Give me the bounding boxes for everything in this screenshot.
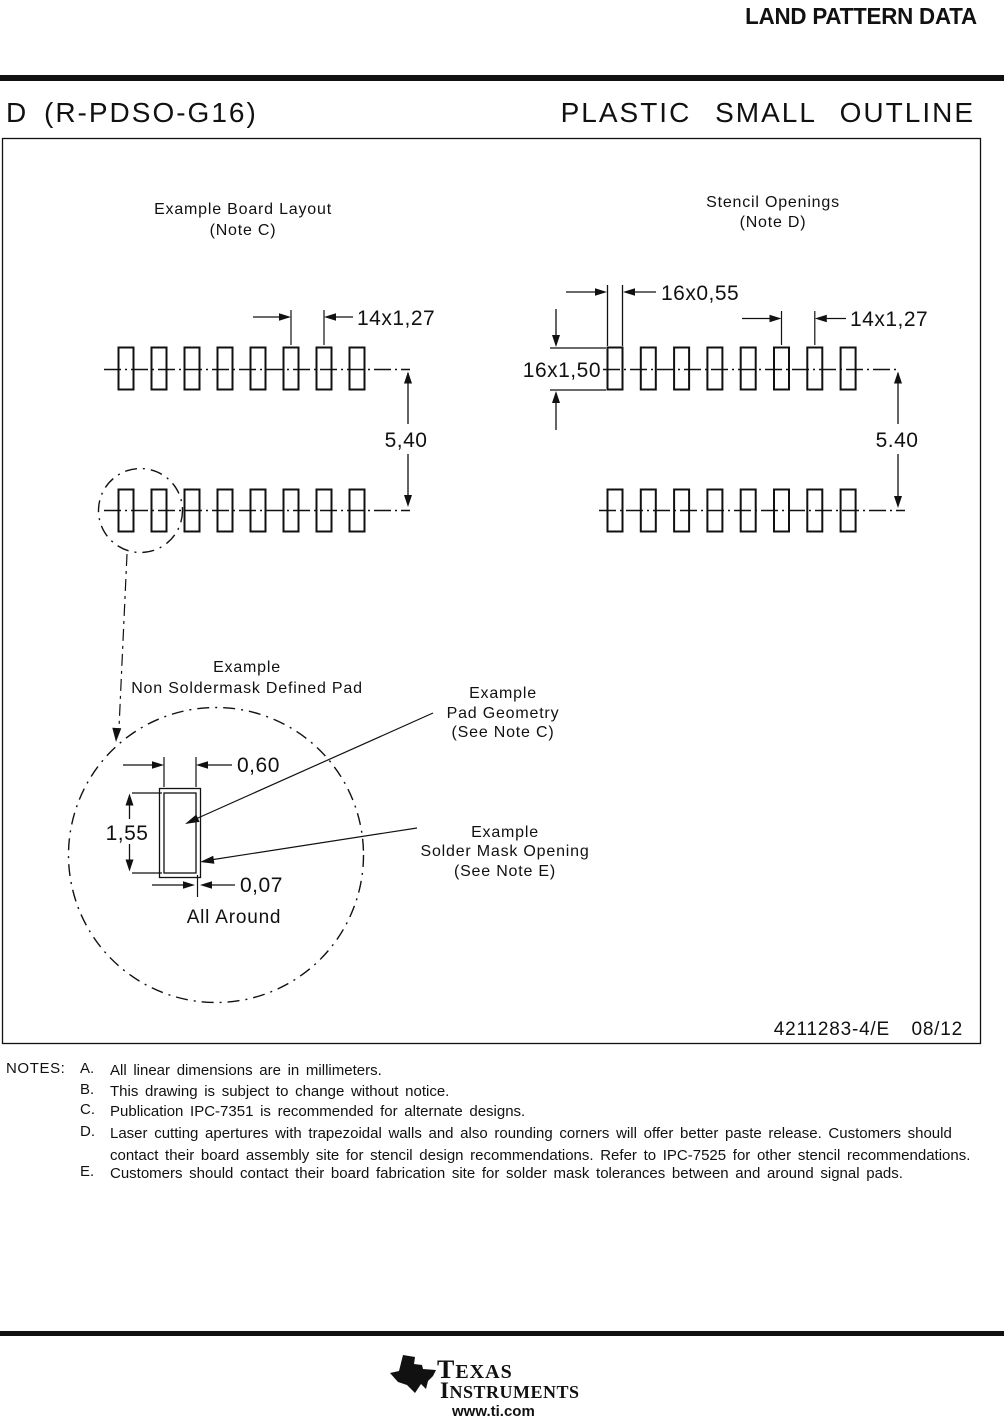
pad bbox=[641, 348, 656, 390]
arrowhead-down-icon bbox=[552, 335, 560, 347]
texas-instruments-logo bbox=[390, 1353, 610, 1421]
ti-texas-state-icon bbox=[390, 1354, 436, 1394]
arrowhead-up-icon bbox=[552, 391, 560, 403]
arrowhead-right-icon bbox=[279, 313, 291, 321]
arrowhead-down-icon bbox=[126, 860, 134, 872]
pad-geometry-rect bbox=[164, 793, 196, 873]
pad bbox=[350, 348, 365, 390]
extension-lines bbox=[164, 757, 196, 787]
pad bbox=[317, 348, 332, 390]
row-spacing-value: 5.40 bbox=[875, 429, 919, 452]
pad-geometry-label: Pad Geometry bbox=[446, 705, 560, 722]
pad-height-dimension bbox=[106, 793, 162, 873]
all-around-label: All Around bbox=[186, 907, 282, 928]
detail-title: Example bbox=[213, 659, 281, 676]
pad bbox=[152, 348, 167, 390]
board-layout-title: Example Board Layout bbox=[154, 201, 332, 218]
pad bbox=[674, 348, 689, 390]
pad bbox=[707, 348, 722, 390]
arrowhead-up-icon bbox=[894, 372, 902, 384]
pitch-dimension bbox=[742, 308, 928, 345]
package-code: D (R-PDSO-G16) bbox=[6, 97, 258, 128]
opening-height-dimension bbox=[523, 309, 606, 430]
detail-subtitle: Non Soldermask Defined Pad bbox=[131, 680, 363, 697]
note-text: Customers should contact their board fabrication site for solder mask tolerances between and around signal pads. bbox=[110, 1165, 903, 1182]
pad-geometry-label: Example bbox=[469, 685, 537, 702]
pad bbox=[741, 348, 756, 390]
pad-geometry-label: (See Note C) bbox=[451, 724, 555, 741]
pad bbox=[251, 348, 266, 390]
pad-width-dimension bbox=[123, 754, 280, 787]
doc-date: 08/12 bbox=[911, 1019, 963, 1040]
arrowhead-icon bbox=[200, 856, 214, 864]
detail-leader-line bbox=[119, 554, 127, 728]
arrowhead-left-icon bbox=[623, 288, 635, 296]
note-text: Publication IPC-7351 is recommended for alternate designs. bbox=[110, 1103, 526, 1120]
arrowhead-up-icon bbox=[126, 794, 134, 806]
brand-name-texas: TEXAS bbox=[437, 1355, 513, 1384]
ti-url: www.ti.com bbox=[452, 1403, 535, 1420]
arrowhead-left-icon bbox=[196, 761, 208, 769]
row-spacing-dimension bbox=[876, 372, 919, 509]
arrowhead-down-icon bbox=[112, 728, 121, 742]
stencil-title: Stencil Openings bbox=[706, 194, 840, 211]
page-title: LAND PATTERN DATA bbox=[745, 3, 977, 29]
pad bbox=[841, 348, 856, 390]
pad bbox=[774, 348, 789, 390]
extension-lines bbox=[782, 311, 815, 345]
row-spacing-value: 5,40 bbox=[384, 429, 428, 452]
board-layout-top-row bbox=[119, 348, 365, 390]
arrowhead-left-icon bbox=[324, 313, 336, 321]
stencil-openings-diagram bbox=[523, 194, 928, 532]
pad-height-value: 1,55 bbox=[105, 822, 149, 845]
pad bbox=[807, 348, 822, 390]
doc-number: 4211283-4/E bbox=[773, 1019, 890, 1040]
arrowhead-left-icon bbox=[200, 881, 212, 889]
solder-mask-label: Solder Mask Opening bbox=[420, 843, 590, 860]
note-text: Laser cutting apertures with trapezoidal walls and also rounding corners will offer better paste release. Customers should contact their board assembly site for stencil design recommendations. Refer to IPC-7525 for other stencil recommendations. bbox=[110, 1125, 971, 1164]
footer-divider bbox=[0, 1331, 1004, 1336]
note-letter: B. bbox=[80, 1081, 95, 1098]
pad bbox=[119, 348, 134, 390]
extension-lines bbox=[291, 310, 324, 345]
stencil-note: (Note D) bbox=[739, 214, 807, 231]
pad-detail-view bbox=[69, 659, 590, 1003]
pad bbox=[284, 348, 299, 390]
drawing-frame bbox=[3, 139, 981, 1044]
pitch-dimension bbox=[253, 307, 435, 345]
arrowhead-icon bbox=[185, 815, 200, 825]
board-layout-note: (Note C) bbox=[209, 222, 277, 239]
solder-mask-label: Example bbox=[471, 824, 539, 841]
row-spacing-dimension bbox=[385, 372, 428, 508]
note-letter: A. bbox=[80, 1060, 95, 1077]
arrowhead-right-icon bbox=[152, 761, 164, 769]
pad-geometry-leader bbox=[189, 713, 433, 822]
arrowhead-up-icon bbox=[404, 372, 412, 384]
pitch-value: 14x1,27 bbox=[850, 308, 929, 331]
note-text: This drawing is subject to change without notice. bbox=[110, 1083, 450, 1100]
brand-name-instruments: INSTRUMENTS bbox=[440, 1378, 580, 1403]
arrowhead-right-icon bbox=[770, 315, 782, 323]
arrowhead-right-icon bbox=[595, 288, 607, 296]
note-letter: E. bbox=[80, 1163, 95, 1180]
arrowhead-left-icon bbox=[815, 315, 827, 323]
pad bbox=[608, 348, 623, 390]
solder-mask-leader bbox=[207, 828, 417, 861]
opening-width-value: 16x0,55 bbox=[661, 282, 740, 305]
arrowhead-down-icon bbox=[894, 496, 902, 508]
package-type: PLASTIC SMALL OUTLINE bbox=[560, 97, 975, 128]
svg-text:ti: ti bbox=[404, 1366, 416, 1383]
note-text: All linear dimensions are in millimeters. bbox=[110, 1062, 382, 1079]
notes-heading: NOTES: bbox=[6, 1060, 66, 1077]
extension-lines bbox=[608, 285, 623, 346]
solder-mask-opening-rect bbox=[160, 789, 201, 878]
note-letter: D. bbox=[80, 1123, 95, 1140]
pad bbox=[218, 348, 233, 390]
opening-height-value: 16x1,50 bbox=[522, 359, 601, 382]
pitch-value: 14x1,27 bbox=[357, 307, 436, 330]
detail-view-circle bbox=[69, 708, 364, 1003]
pad bbox=[185, 348, 200, 390]
opening-width-dimension bbox=[566, 282, 739, 346]
pad-width-value: 0,60 bbox=[237, 754, 280, 777]
arrowhead-right-icon bbox=[183, 881, 195, 889]
arrowhead-down-icon bbox=[404, 495, 412, 507]
stencil-top-row bbox=[608, 348, 856, 390]
mask-gap-value: 0,07 bbox=[240, 874, 283, 897]
note-letter: C. bbox=[80, 1101, 95, 1118]
solder-mask-label: (See Note E) bbox=[453, 863, 557, 880]
